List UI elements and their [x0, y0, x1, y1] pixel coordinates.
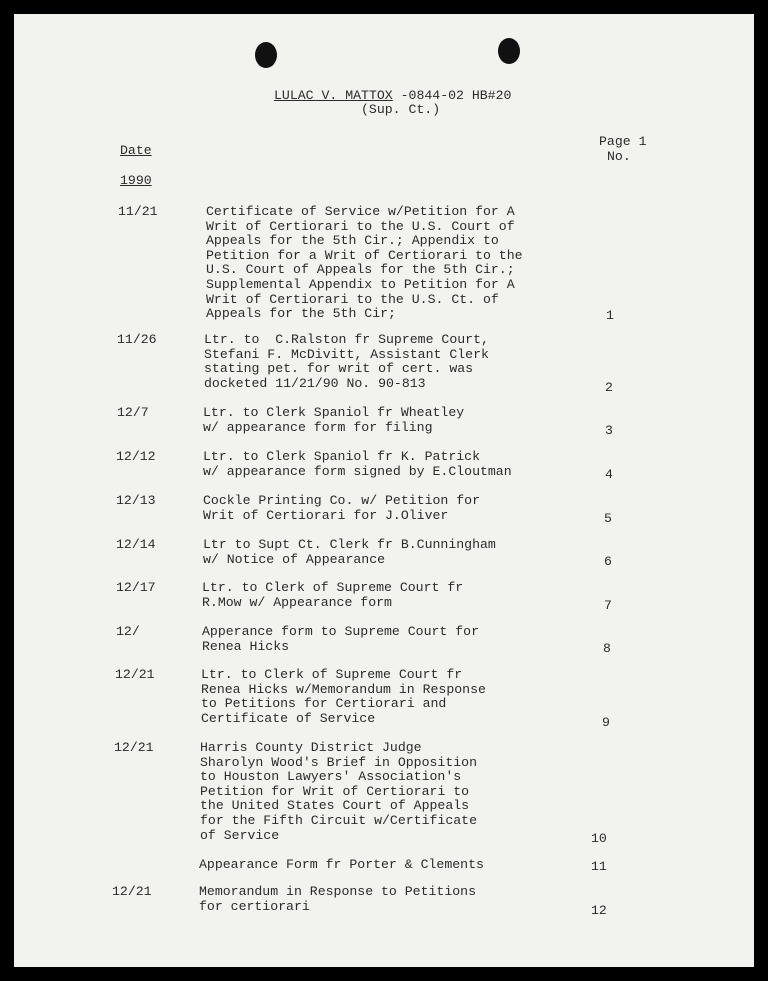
- entry-description-line: Certificate of Service: [201, 710, 376, 726]
- entry-description-line: w/ appearance form signed by E.Cloutman: [203, 463, 512, 479]
- document-page: [14, 14, 754, 967]
- entry-date: 12/21: [112, 884, 152, 899]
- entry-page-number: 2: [605, 380, 613, 395]
- entry-description-line: for certiorari: [199, 898, 310, 914]
- entry-page-number: 3: [605, 423, 613, 438]
- entry-page-number: 5: [604, 511, 612, 526]
- case-number: -0844-02 HB#20: [392, 88, 512, 103]
- entry-description-line: Ltr to Supt Ct. Clerk fr B.Cunningham: [203, 537, 496, 552]
- entry-description-line: stating pet. for writ of cert. was: [204, 361, 474, 377]
- entry-description-line: R.Mow w/ Appearance form: [202, 594, 392, 610]
- entry-description-line: Appeals for the 5th Cir.; Appendix to: [206, 233, 499, 249]
- entry-description-line: Cockle Printing Co. w/ Petition for: [203, 493, 480, 508]
- entry-date: 12/21: [115, 667, 155, 682]
- entry-description-line: Writ of Certiorari for J.Oliver: [203, 507, 449, 523]
- entry-page-number: 12: [591, 903, 607, 918]
- entry-description-line: Renea Hicks w/Memorandum in Response: [201, 681, 486, 697]
- entry-page-number: 7: [604, 598, 612, 613]
- entry-description-line: Writ of Certiorari to the U.S. Ct. of: [206, 291, 499, 307]
- entry-description-line: of Service: [200, 827, 280, 843]
- entry-date: 11/21: [118, 204, 158, 219]
- entry-description-line: w/ appearance form for filing: [203, 419, 433, 435]
- entry-page-number: 9: [602, 715, 610, 730]
- punch-hole-right: [498, 38, 520, 64]
- entry-date: 12/12: [116, 449, 156, 464]
- entry-description-line: Apperance form to Supreme Court for: [202, 624, 479, 639]
- page-column-header-line2: No.: [607, 149, 631, 164]
- entry-description-line: Writ of Certiorari to the U.S. Court of: [206, 218, 515, 234]
- entry-description-line: Renea Hicks: [202, 638, 290, 654]
- year-heading: 1990: [120, 173, 152, 188]
- entry-description-line: to Houston Lawyers' Association's: [200, 769, 462, 785]
- entry-description-line: Ltr. to Clerk Spaniol fr Wheatley: [203, 405, 465, 420]
- entry-date: 12/13: [116, 493, 156, 508]
- entry-description-line: Petition for Writ of Certiorari to: [200, 783, 470, 799]
- entry-page-number: 8: [603, 641, 611, 656]
- entry-description-line: w/ Notice of Appearance: [203, 551, 386, 567]
- entry-date: 12/14: [116, 537, 156, 552]
- punch-hole-left: [255, 42, 277, 68]
- entry-description-line: Ltr. to Clerk of Supreme Court fr: [201, 667, 463, 682]
- entry-description-line: Petition for a Writ of Certiorari to the: [206, 247, 523, 263]
- entry-description-line: Sharolyn Wood's Brief in Opposition: [200, 754, 477, 770]
- entry-description-line: Stefani F. McDivitt, Assistant Clerk: [204, 346, 489, 362]
- entry-description-line: Appearance Form fr Porter & Clements: [199, 857, 484, 872]
- entry-description-line: Ltr. to Clerk Spaniol fr K. Patrick: [203, 449, 480, 464]
- entry-page-number: 1: [606, 308, 614, 323]
- entry-description-line: Harris County District Judge: [200, 740, 422, 755]
- court-label: (Sup. Ct.): [361, 102, 441, 117]
- entry-date: 12/7: [117, 405, 149, 420]
- date-column-header: Date: [120, 143, 152, 158]
- case-title: LULAC V. MATTOX: [274, 88, 393, 103]
- entry-page-number: 4: [605, 467, 613, 482]
- entry-description-line: Memorandum in Response to Petitions: [199, 884, 476, 899]
- entry-date: 11/26: [117, 332, 157, 347]
- entry-description-line: to Petitions for Certiorari and: [201, 696, 447, 712]
- entry-date: 12/21: [114, 740, 154, 755]
- entry-description-line: U.S. Court of Appeals for the 5th Cir.;: [206, 262, 515, 278]
- entry-description-line: Ltr. to Clerk of Supreme Court fr: [202, 580, 464, 595]
- entry-date: 12/: [116, 624, 140, 639]
- entry-page-number: 10: [591, 831, 607, 846]
- entry-description-line: Ltr. to C.Ralston fr Supreme Court,: [204, 332, 489, 347]
- entry-description-line: docketed 11/21/90 No. 90-813: [204, 375, 426, 391]
- entry-description-line: Supplemental Appendix to Petition for A: [206, 277, 515, 292]
- page-column-header-line1: Page 1: [599, 134, 647, 149]
- entry-description-line: Certificate of Service w/Petition for A: [206, 204, 515, 219]
- entry-page-number: 11: [591, 859, 607, 874]
- entry-page-number: 6: [604, 554, 612, 569]
- entry-date: 12/17: [116, 580, 156, 595]
- entry-description-line: the United States Court of Appeals: [200, 798, 470, 814]
- entry-description-line: for the Fifth Circuit w/Certificate: [200, 813, 477, 828]
- entry-description-line: Appeals for the 5th Cir;: [206, 306, 396, 322]
